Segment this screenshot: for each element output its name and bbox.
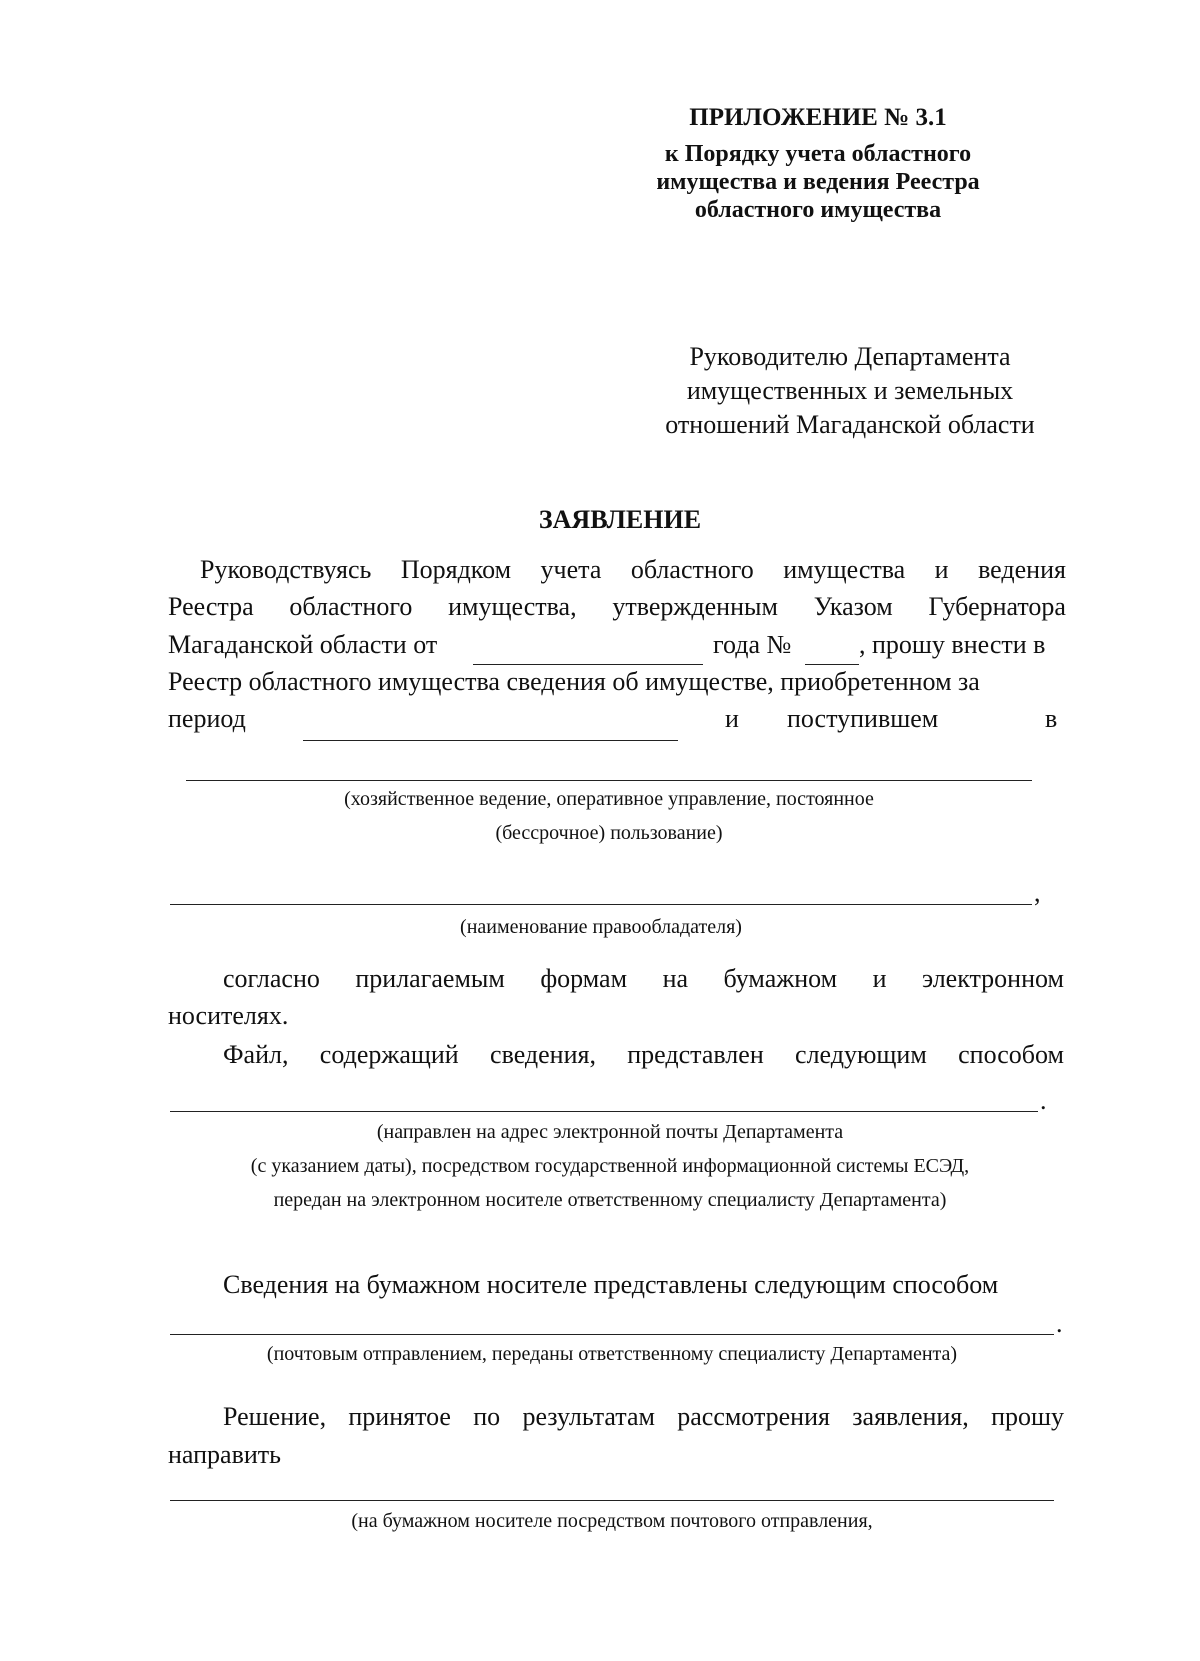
decision-method-caption: (на бумажном носителе посредством почтового отправления, — [351, 1510, 873, 1532]
word: областного — [289, 592, 413, 621]
decision-method-field[interactable] — [170, 1500, 1054, 1501]
paragraph-2-line-2: носителях. — [168, 1001, 289, 1030]
document-title: ЗАЯВЛЕНИЕ — [538, 505, 702, 534]
appendix-line-1: к Порядку учета областного — [664, 141, 972, 167]
paragraph-1-line-3-start: Магаданской области от — [168, 630, 438, 659]
word: представлен — [627, 1040, 764, 1069]
appendix-heading — [618, 104, 1018, 224]
paper-method-caption: (почтовым отправлением, переданы ответственному специалисту Департамента) — [266, 1343, 958, 1365]
file-method-caption-line-3: передан на электронном носителе ответственному специалисту Департамента) — [273, 1189, 947, 1211]
holder-field[interactable] — [170, 904, 1032, 905]
appendix-number: ПРИЛОЖЕНИЕ № 3.1 — [689, 104, 947, 131]
word: прилагаемым — [355, 964, 505, 993]
paragraph-1-line-3-end: , прошу внести в — [859, 630, 1046, 659]
word: Порядком — [400, 555, 512, 584]
file-method-period: . — [1040, 1086, 1047, 1115]
paper-method-period: . — [1056, 1309, 1063, 1338]
date-field[interactable] — [473, 664, 703, 665]
word: имущества — [783, 555, 906, 584]
word: Указом — [813, 592, 893, 621]
file-method-caption — [140, 1115, 1080, 1217]
paragraph-4: Сведения на бумажном носителе представлены следующим способом — [223, 1270, 999, 1299]
appendix-line-3: областного имущества — [694, 197, 942, 223]
word: ведения — [978, 555, 1066, 584]
paper-method-field[interactable] — [170, 1334, 1054, 1335]
paragraph-1-received: поступившем — [787, 704, 939, 733]
file-method-field[interactable] — [170, 1111, 1038, 1112]
word: прошу — [991, 1402, 1064, 1431]
word: и — [934, 555, 949, 584]
rights-caption-line-2: (бессрочное) пользование) — [495, 822, 723, 844]
word: учета — [540, 555, 602, 584]
word: Решение, — [223, 1402, 327, 1431]
holder-caption: (наименование правообладателя) — [460, 916, 742, 938]
word: формам — [540, 964, 628, 993]
word: бумажном — [723, 964, 838, 993]
file-method-caption-line-1: (направлен на адрес электронной почты Департамента — [376, 1121, 844, 1143]
rights-caption — [186, 782, 1032, 850]
paragraph-1-line-4: Реестр областного имущества сведения об имуществе, приобретенном за — [168, 667, 980, 696]
word: имущества, — [448, 592, 577, 621]
word: электронном — [922, 964, 1064, 993]
paragraph-1-and: и — [725, 704, 739, 733]
word: результатам — [522, 1402, 655, 1431]
word: на — [662, 964, 689, 993]
paragraph-1-in: в — [1045, 704, 1058, 733]
word: согласно — [223, 964, 320, 993]
rights-field[interactable] — [186, 780, 1032, 781]
word: рассмотрения — [677, 1402, 830, 1431]
word: принятое — [348, 1402, 451, 1431]
word: заявления, — [852, 1402, 969, 1431]
decree-number-field[interactable] — [805, 664, 859, 665]
appendix-line-2: имущества и ведения Реестра — [656, 169, 980, 195]
addressee-line-3: отношений Магаданской области — [665, 410, 1035, 439]
word: способом — [958, 1040, 1064, 1069]
word: по — [473, 1402, 501, 1431]
addressee-line-2: имущественных и земельных — [686, 376, 1014, 405]
period-field[interactable] — [303, 740, 678, 741]
paragraph-1-line-1 — [200, 555, 1066, 585]
file-method-caption-line-2: (с указанием даты), посредством государственной информационной системы ЕСЭД, — [250, 1155, 970, 1177]
word: и — [872, 964, 887, 993]
paragraph-1-line-3-middle: года № — [713, 630, 792, 659]
word: Губернатора — [928, 592, 1066, 621]
word: областного — [630, 555, 754, 584]
addressee-block — [630, 340, 1070, 442]
holder-comma: , — [1034, 878, 1041, 907]
word: утвержденным — [612, 592, 778, 621]
word: сведения, — [490, 1040, 596, 1069]
word: Файл, — [223, 1040, 289, 1069]
paragraph-5-line-1 — [223, 1402, 1064, 1432]
word: Реестра — [168, 592, 254, 621]
word: содержащий — [319, 1040, 459, 1069]
addressee-line-1: Руководителю Департамента — [689, 342, 1011, 371]
paragraph-3-line-1 — [223, 1040, 1064, 1070]
word: следующим — [795, 1040, 927, 1069]
paragraph-5-line-2: направить — [168, 1440, 281, 1469]
paragraph-1-line-5-start: период — [168, 704, 246, 733]
rights-caption-line-1: (хозяйственное ведение, оперативное управление, постоянное — [344, 788, 874, 810]
paragraph-1-line-2 — [168, 592, 1066, 622]
paragraph-2-line-1 — [223, 964, 1064, 994]
word: Руководствуясь — [200, 555, 372, 584]
